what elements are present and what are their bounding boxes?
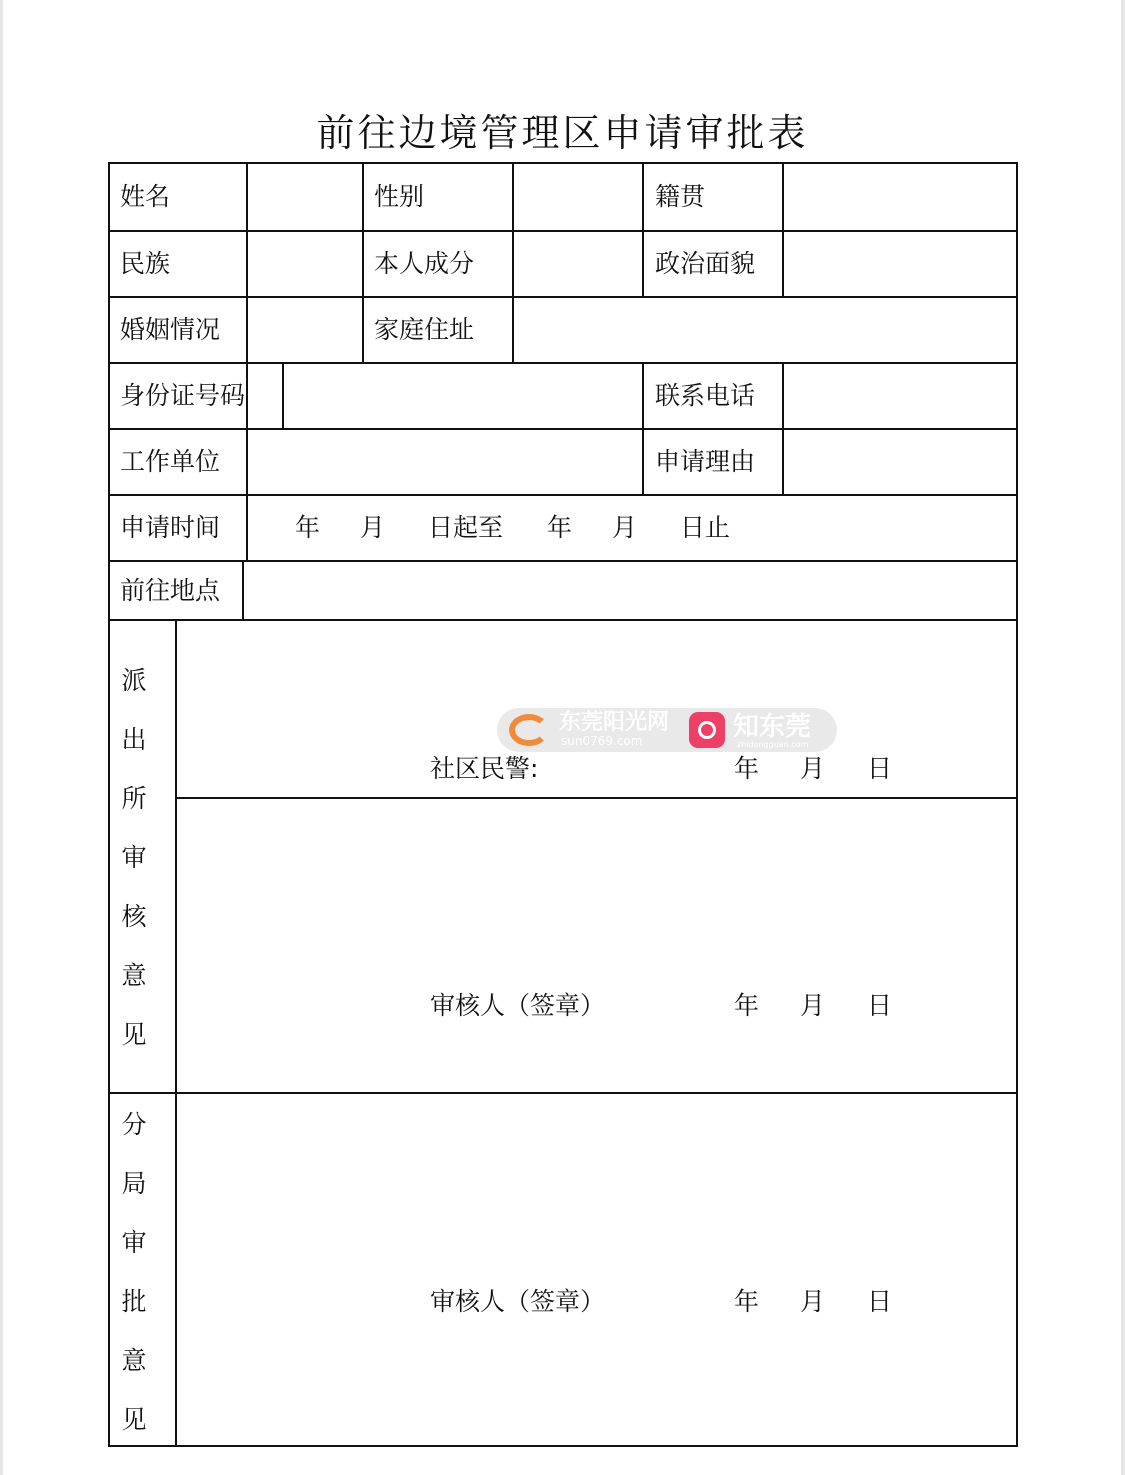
bureau-reviewer-day: 日: [867, 1287, 893, 1316]
apply-day-to: 日止: [680, 513, 731, 542]
page-edge-left: [0, 0, 3, 1475]
apply-month-1: 月: [360, 513, 386, 542]
branch-bureau-label-char: 局: [121, 1169, 147, 1198]
col-divider: [512, 164, 514, 362]
col-divider: [782, 362, 784, 494]
community-police-year: 年: [734, 754, 760, 783]
police-reviewer-label: 审核人（签章）: [430, 991, 606, 1020]
row-divider: [110, 1092, 1016, 1094]
col-divider: [246, 428, 248, 560]
application-form-table: [108, 162, 1018, 1447]
label-destination: 前往地点: [120, 576, 221, 605]
label-name: 姓名: [120, 182, 171, 211]
col-divider: [282, 362, 284, 428]
label-native-place: 籍贯: [655, 182, 706, 211]
watermark-site2: 知东莞: [733, 712, 812, 742]
row-divider: [110, 619, 1016, 621]
branch-bureau-label-char: 见: [121, 1405, 147, 1434]
watermark-site2-sub: zhidongguan.com: [737, 740, 809, 749]
police-station-label-char: 所: [121, 784, 147, 813]
apply-month-2: 月: [612, 513, 638, 542]
police-station-label-char: 派: [121, 666, 147, 695]
label-home-address: 家庭住址: [374, 315, 475, 344]
row-divider: [176, 797, 1016, 799]
page-edge-right: [1121, 0, 1125, 1475]
label-political-status: 政治面貌: [655, 249, 756, 278]
col-divider: [246, 164, 248, 428]
label-reason: 申请理由: [655, 447, 756, 476]
col-divider: [242, 560, 244, 619]
police-reviewer-day: 日: [867, 991, 893, 1020]
police-station-label-char: 意: [121, 961, 147, 990]
community-police-label: 社区民警:: [430, 754, 539, 783]
col-divider: [175, 619, 177, 1445]
apply-year-1: 年: [295, 513, 321, 542]
label-gender: 性别: [374, 182, 425, 211]
apply-day-from: 日起至: [428, 513, 504, 542]
branch-bureau-label-char: 审: [121, 1228, 147, 1257]
label-marital-status: 婚姻情况: [120, 315, 221, 344]
police-station-label-char: 见: [121, 1020, 147, 1049]
community-police-month: 月: [800, 754, 826, 783]
watermark-site1: 东莞阳光网: [559, 710, 670, 735]
sun0769-logo-icon: [509, 714, 549, 746]
police-station-label-char: 审: [121, 843, 147, 872]
community-police-day: 日: [867, 754, 893, 783]
apply-year-2: 年: [547, 513, 573, 542]
col-divider: [642, 164, 644, 296]
zhidongguan-logo-icon: [689, 712, 725, 748]
label-personal-status: 本人成分: [374, 249, 475, 278]
label-work-unit: 工作单位: [120, 447, 221, 476]
label-apply-time: 申请时间: [120, 513, 221, 542]
col-divider: [782, 164, 784, 296]
branch-bureau-label: [119, 1108, 149, 1438]
police-reviewer-year: 年: [734, 991, 760, 1020]
bureau-reviewer-label: 审核人（签章）: [430, 1287, 606, 1316]
watermark-site1-url: sun0769.com: [561, 734, 643, 748]
form-title: 前往边境管理区申请审批表: [316, 111, 809, 155]
bureau-reviewer-year: 年: [734, 1287, 760, 1316]
row-divider: [110, 560, 1016, 562]
label-id-number: 身份证号码: [120, 381, 246, 410]
bureau-reviewer-month: 月: [800, 1287, 826, 1316]
branch-bureau-label-char: 分: [121, 1110, 147, 1139]
police-reviewer-month: 月: [800, 991, 826, 1020]
label-phone: 联系电话: [655, 381, 756, 410]
branch-bureau-label-char: 批: [121, 1287, 147, 1316]
watermark: [497, 708, 837, 752]
police-station-label-char: 核: [121, 902, 147, 931]
police-station-label-char: 出: [121, 725, 147, 754]
branch-bureau-label-char: 意: [121, 1346, 147, 1375]
police-station-label: [119, 664, 149, 1049]
col-divider: [362, 164, 364, 362]
label-ethnicity: 民族: [120, 249, 171, 278]
col-divider: [642, 362, 644, 494]
